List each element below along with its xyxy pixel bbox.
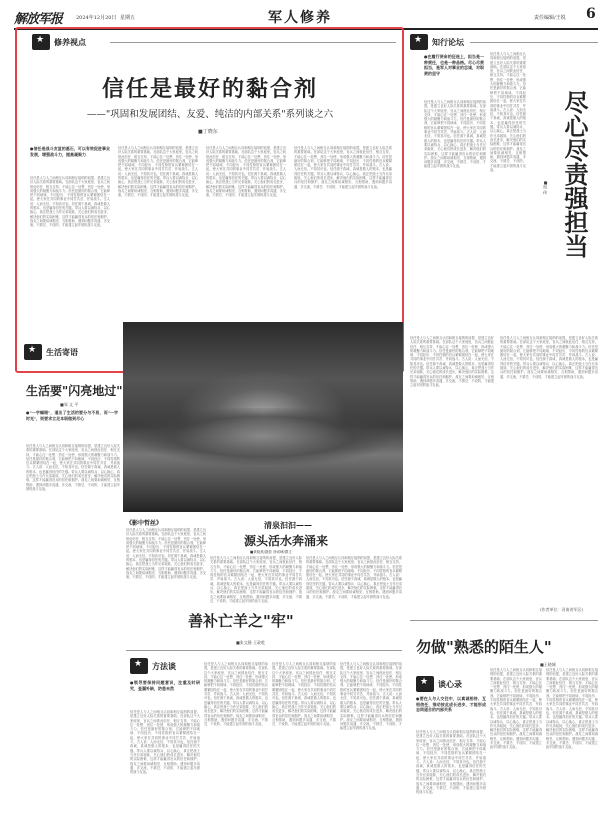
method-rule [126, 650, 402, 651]
photo-subheadline: 清泉汩汩—— [264, 520, 312, 530]
feature-tag-rule [110, 42, 396, 43]
method-col-3: 信任是人与人之间相互认同和相互接纳的前提，是建立良好人际关系的重要基础。在部队这个大家庭里，官兵之间彼此信任、相互支持，才能心往一处想、劲往一处使，形成强大的凝聚力和战斗力。信任是最好的黏合剂，它能够把不同地域、不同经历、不同性格的官兵紧紧团结在一起，使大家在共同的事业中同甘共苦、并肩战斗。古人说：人而无信，不知其可也。信任源于真诚，真诚是做人的根本，也是赢得信任的关键。带兵人要以诚待兵、以心换心，真正把战士当作兄弟姐妹，关心他们的成长进步，解决他们的实际困难，这样才能赢得官兵的信任和拥护。战友之间要坦诚相见、互相帮助，遇到问题多沟通、多交流，不猜忌、不设防，才能建立起牢固的战斗友谊。 [272, 662, 336, 727]
feature-lead: ●信任是战斗友谊的基石，可以有效促进事业发展，增强战斗力，提高凝聚力 [30, 146, 110, 157]
photo-tag: 《影中哲丝》 [126, 520, 163, 527]
feature-col-3: 信任是人与人之间相互认同和相互接纳的前提，是建立良好人际关系的重要基础。在部队这个大家庭里，官兵之间彼此信任、相互支持，才能心往一处想、劲往一处使，形成强大的凝聚力和战斗力。信任是最好的黏合剂，它能够把不同地域、不同经历、不同性格的官兵紧紧团结在一起，使大家在共同的事业中同甘共苦、并肩战斗。古人说：人而无信，不知其可也。信任源于真诚，真诚是做人的根本，也是赢得信任的关键。带兵人要以诚待兵、以心换心，真正把战士当作兄弟姐妹，关心他们的成长进步，解决他们的实际困难，这样才能赢得官兵的信任和拥护。战友之间要坦诚相见、互相帮助，遇到问题多沟通、多交流，不猜忌、不设防，才能建立起牢固的战斗友谊。 [206, 146, 286, 198]
page-number: 6 [586, 6, 596, 22]
method-tag: ★ 方法谈 [130, 658, 176, 674]
feature-col-1: 信任是人与人之间相互认同和相互接纳的前提，是建立良好人际关系的重要基础。在部队这个大家庭里，官兵之间彼此信任、相互支持，才能心往一处想、劲往一处使，形成强大的凝聚力和战斗力。信任是最好的黏合剂，它能够把不同地域、不同经历、不同性格的官兵紧紧团结在一起，使大家在共同的事业中同甘共苦、并肩战斗。古人说：人而无信，不知其可也。信任源于真诚，真诚是做人的根本，也是赢得信任的关键。带兵人要以诚待兵、以心换心，真正把战士当作兄弟姐妹，关心他们的成长进步，解决他们的实际困难，这样才能赢得官兵的信任和拥护。战友之间要坦诚相见、互相帮助，遇到问题多沟通、多交流，不猜忌、不设防，才能建立起牢固的战斗友谊。 [30, 176, 110, 228]
feature-headline: 信任是最好的黏合剂 [101, 76, 318, 102]
photo-caption-1: 信任是人与人之间相互认同和相互接纳的前提，是建立良好人际关系的重要基础。在部队这个大家庭里，官兵之间彼此信任、相互支持，才能心往一处想、劲往一处使，形成强大的凝聚力和战斗力。信任是最好的黏合剂，它能够把不同地域、不同经历、不同性格的官兵紧紧团结在一起，使大家在共同的事业中同甘共苦、并肩战斗。古人说：人而无信，不知其可也。信任源于真诚，真诚是做人的根本，也是赢得信任的关键。带兵人要以诚待兵、以心换心，真正把战士当作兄弟姐妹，关心他们的成长进步，解决他们的实际困难，这样才能赢得官兵的信任和拥护。战友之间要坦诚相见、互相帮助，遇到问题多沟通、多交流，不猜忌、不设防，才能建立起牢固的战斗友谊。 [126, 528, 206, 580]
star-icon [410, 34, 428, 50]
issue-weekday: 星期五 [120, 15, 136, 21]
sidebar-byline: ■周 伟 [543, 180, 548, 195]
life-lead: ●"一字幅眼"，道出了生活的要分与不易，而"一字时光"，则要求立足本职做到尽心 [26, 410, 118, 421]
method-headline: 善补亡羊之"牢" [188, 612, 294, 630]
feature-col-4: 信任是人与人之间相互认同和相互接纳的前提，是建立良好人际关系的重要基础。在部队这个大家庭里，官兵之间彼此信任、相互支持，才能心往一处想、劲往一处使，形成强大的凝聚力和战斗力。信任是最好的黏合剂，它能够把不同地域、不同经历、不同性格的官兵紧紧团结在一起，使大家在共同的事业中同甘共苦、并肩战斗。古人说：人而无信，不知其可也。信任源于真诚，真诚是做人的根本，也是赢得信任的关键。带兵人要以诚待兵、以心换心，真正把战士当作兄弟姐妹，关心他们的成长进步，解决他们的实际困难，这样才能赢得官兵的信任和拥护。战友之间要坦诚相见、互相帮助，遇到问题多沟通、多交流，不猜忌、不设防，才能建立起牢固的战斗友谊。 [294, 146, 392, 189]
life-byline: ■邹 文 平 [60, 402, 79, 407]
sidebar-col-a1: 信任是人与人之间相互认同和相互接纳的前提，是建立良好人际关系的重要基础。在部队这个大家庭里，官兵之间彼此信任、相互支持，才能心往一处想、劲往一处使，形成强大的凝聚力和战斗力。信任是最好的黏合剂，它能够把不同地域、不同经历、不同性格的官兵紧紧团结在一起，使大家在共同的事业中同甘共苦、并肩战斗。古人说：人而无信，不知其可也。信任源于真诚，真诚是做人的根本，也是赢得信任的关键。带兵人要以诚待兵、以心换心，真正把战士当作兄弟姐妹，关心他们的成长进步，解决他们的实际困难，这样才能赢得官兵的信任和拥护。战友之间要坦诚相见、互相帮助，遇到问题多沟通、多交流，不猜忌、不设防，才能建立起牢固的战斗友谊。 [424, 100, 486, 169]
column-lead: ●要在人与人交往中，以真诚相待、互相信任，推动彼此成长进步，才能形成志同道合的内部关系 [416, 696, 486, 712]
life-tag: ★ 生活寄语 [24, 344, 78, 360]
column-col-3: 信任是人与人之间相互认同和相互接纳的前提，是建立良好人际关系的重要基础。在部队这个大家庭里，官兵之间彼此信任、相互支持，才能心往一处想、劲往一处使，形成强大的凝聚力和战斗力。信任是最好的黏合剂，它能够把不同地域、不同经历、不同性格的官兵紧紧团结在一起，使大家在共同的事业中同甘共苦、并肩战斗。古人说：人而无信，不知其可也。信任源于真诚，真诚是做人的根本，也是赢得信任的关键。带兵人要以诚待兵、以心换心，真正把战士当作兄弟姐妹，关心他们的成长进步，解决他们的实际困难，这样才能赢得官兵的信任和拥护。战友之间要坦诚相见、互相帮助，遇到问题多沟通、多交流，不猜忌、不设防，才能建立起牢固的战斗友谊。 [546, 668, 598, 750]
column-top-rule [410, 620, 598, 621]
column-col-2: 信任是人与人之间相互认同和相互接纳的前提，是建立良好人际关系的重要基础。在部队这个大家庭里，官兵之间彼此信任、相互支持，才能心往一处想、劲往一处使，形成强大的凝聚力和战斗力。信任是最好的黏合剂，它能够把不同地域、不同经历、不同性格的官兵紧紧团结在一起，使大家在共同的事业中同甘共苦、并肩战斗。古人说：人而无信，不知其可也。信任源于真诚，真诚是做人的根本，也是赢得信任的关键。带兵人要以诚待兵、以心换心，真正把战士当作兄弟姐妹，关心他们的成长进步，解决他们的实际困难，这样才能赢得官兵的信任和拥护。战友之间要坦诚相见、互相帮助，遇到问题多沟通、多交流，不猜忌、不设防，才能建立起牢固的战斗友谊。 [490, 668, 542, 750]
sidebar-headline: 尽心尽责强担当 [560, 90, 589, 258]
feature-byline: ■丁晓东 [198, 129, 218, 135]
photo-headline: 源头活水奔涌来 [244, 534, 329, 548]
sidebar-col-3: 信任是人与人之间相互认同和相互接纳的前提，是建立良好人际关系的重要基础。在部队这个大家庭里，官兵之间彼此信任、相互支持，才能心往一处想、劲往一处使，形成强大的凝聚力和战斗力。信任是最好的黏合剂，它能够把不同地域、不同经历、不同性格的官兵紧紧团结在一起，使大家在共同的事业中同甘共苦、并肩战斗。古人说：人而无信，不知其可也。信任源于真诚，真诚是做人的根本，也是赢得信任的关键。带兵人要以诚待兵、以心换心，真正把战士当作兄弟姐妹，关心他们的成长进步，解决他们的实际困难，这样才能赢得官兵的信任和拥护。战友之间要坦诚相见、互相帮助，遇到问题多沟通、多交流，不猜忌、不设防，才能建立起牢固的战斗友谊。 [500, 336, 598, 379]
issue-date: 2024年12月20日 [76, 15, 117, 21]
sidebar-col-b1: 信任是人与人之间相互认同和相互接纳的前提，是建立良好人际关系的重要基础。在部队这个大家庭里，官兵之间彼此信任、相互支持，才能心往一处想、劲往一处使，形成强大的凝聚力和战斗力。信任是最好的黏合剂，它能够把不同地域、不同经历、不同性格的官兵紧紧团结在一起，使大家在共同的事业中同甘共苦、并肩战斗。古人说：人而无信，不知其可也。信任源于真诚，真诚是做人的根本，也是赢得信任的关键。带兵人要以诚待兵、以心换心，真正把战士当作兄弟姐妹，关心他们的成长进步，解决他们的实际困难，这样才能赢得官兵的信任和拥护。战友之间要坦诚相见、互相帮助，遇到问题多沟通、多交流，不猜忌、不设防，才能建立起牢固的战斗友谊。 [490, 52, 526, 173]
star-icon [416, 676, 434, 692]
feature-col-2: 信任是人与人之间相互认同和相互接纳的前提，是建立良好人际关系的重要基础。在部队这个大家庭里，官兵之间彼此信任、相互支持，才能心往一处想、劲往一处使，形成强大的凝聚力和战斗力。信任是最好的黏合剂，它能够把不同地域、不同经历、不同性格的官兵紧紧团结在一起，使大家在共同的事业中同甘共苦、并肩战斗。古人说：人而无信，不知其可也。信任源于真诚，真诚是做人的根本，也是赢得信任的关键。带兵人要以诚待兵、以心换心，真正把战士当作兄弟姐妹，关心他们的成长进步，解决他们的实际困难，这样才能赢得官兵的信任和拥护。战友之间要坦诚相见、互相帮助，遇到问题多沟通、多交流，不猜忌、不设防，才能建立起牢固的战斗友谊。 [118, 146, 198, 198]
photo-caption-2: 信任是人与人之间相互认同和相互接纳的前提，是建立良好人际关系的重要基础。在部队这个大家庭里，官兵之间彼此信任、相互支持，才能心往一处想、劲往一处使，形成强大的凝聚力和战斗力。信任是最好的黏合剂，它能够把不同地域、不同经历、不同性格的官兵紧紧团结在一起，使大家在共同的事业中同甘共苦、并肩战斗。古人说：人而无信，不知其可也。信任源于真诚，真诚是做人的根本，也是赢得信任的关键。带兵人要以诚待兵、以心换心，真正把战士当作兄弟姐妹，关心他们的成长进步，解决他们的实际困难，这样才能赢得官兵的信任和拥护。战友之间要坦诚相见、互相帮助，遇到问题多沟通、多交流，不猜忌、不设防，才能建立起牢固的战斗友谊。 [210, 556, 302, 603]
method-lead: ●领导要保持问题意识，注重及时研究，查漏补缺，防患未然 [130, 680, 200, 691]
sidebar-signature: (作者单位：河南省军区) [540, 607, 584, 612]
life-body: 信任是人与人之间相互认同和相互接纳的前提，是建立良好人际关系的重要基础。在部队这个大家庭里，官兵之间彼此信任、相互支持，才能心往一处想、劲往一处使，形成强大的凝聚力和战斗力。信任是最好的黏合剂，它能够把不同地域、不同经历、不同性格的官兵紧紧团结在一起，使大家在共同的事业中同甘共苦、并肩战斗。古人说：人而无信，不知其可也。信任源于真诚，真诚是做人的根本，也是赢得信任的关键。带兵人要以诚待兵、以心换心，真正把战士当作兄弟姐妹，关心他们的成长进步，解决他们的实际困难，这样才能赢得官兵的信任和拥护。战友之间要坦诚相见、互相帮助，遇到问题多沟通、多交流，不猜忌、不设防，才能建立起牢固的战斗友谊。 [26, 444, 120, 491]
column-tag: ★ 谈心录 [416, 676, 462, 692]
star-icon [24, 344, 42, 360]
method-col-4: 信任是人与人之间相互认同和相互接纳的前提，是建立良好人际关系的重要基础。在部队这个大家庭里，官兵之间彼此信任、相互支持，才能心往一处想、劲往一处使，形成强大的凝聚力和战斗力。信任是最好的黏合剂，它能够把不同地域、不同经历、不同性格的官兵紧紧团结在一起，使大家在共同的事业中同甘共苦、并肩战斗。古人说：人而无信，不知其可也。信任源于真诚，真诚是做人的根本，也是赢得信任的关键。带兵人要以诚待兵、以心换心，真正把战士当作兄弟姐妹，关心他们的成长进步，解决他们的实际困难，这样才能赢得官兵的信任和拥护。战友之间要坦诚相见、互相帮助，遇到问题多沟通、多交流，不猜忌、不设防，才能建立起牢固的战斗友谊。 [340, 662, 402, 731]
column-col-1: 信任是人与人之间相互认同和相互接纳的前提，是建立良好人际关系的重要基础。在部队这个大家庭里，官兵之间彼此信任、相互支持，才能心往一处想、劲往一处使，形成强大的凝聚力和战斗力。信任是最好的黏合剂，它能够把不同地域、不同经历、不同性格的官兵紧紧团结在一起，使大家在共同的事业中同甘共苦、并肩战斗。古人说：人而无信，不知其可也。信任源于真诚，真诚是做人的根本，也是赢得信任的关键。带兵人要以诚待兵、以心换心，真正把战士当作兄弟姐妹，关心他们的成长进步，解决他们的实际困难，这样才能赢得官兵的信任和拥护。战友之间要坦诚相见、互相帮助，遇到问题多沟通、多交流，不猜忌、不设防，才能建立起牢固的战斗友谊。 [416, 730, 486, 795]
sidebar-lead: ●在履行使命的征途上，担当是一种责任，也是一种品格。尽心尽责担当，是军人对事业的忠诚，对职责的坚守 [424, 54, 484, 76]
sidebar-col-2: 信任是人与人之间相互认同和相互接纳的前提，是建立良好人际关系的重要基础。在部队这个大家庭里，官兵之间彼此信任、相互支持，才能心往一处想、劲往一处使，形成强大的凝聚力和战斗力。信任是最好的黏合剂，它能够把不同地域、不同经历、不同性格的官兵紧紧团结在一起，使大家在共同的事业中同甘共苦、并肩战斗。古人说：人而无信，不知其可也。信任源于真诚，真诚是做人的根本，也是赢得信任的关键。带兵人要以诚待兵、以心换心，真正把战士当作兄弟姐妹，关心他们的成长进步，解决他们的实际困难，这样才能赢得官兵的信任和拥护。战友之间要坦诚相见、互相帮助，遇到问题多沟通、多交流，不猜忌、不设防，才能建立起牢固的战斗友谊。 [410, 336, 494, 388]
editor-credit: 责任编辑/王锐 [534, 15, 566, 21]
feature-subtitle: ——"巩固和发展团结、友爱、纯洁的内部关系"系列谈之六 [86, 109, 334, 120]
column-headline: 勿做"熟悉的陌生人" [416, 638, 552, 656]
photo-byline: ■黄晓燕/摄影 徐寅峰/撰文 [250, 550, 292, 554]
star-icon [130, 658, 148, 674]
masthead [14, 6, 598, 28]
photo-waterfall [123, 322, 403, 512]
sidebar-tag-rule [470, 42, 598, 43]
method-col-2: 信任是人与人之间相互认同和相互接纳的前提，是建立良好人际关系的重要基础。在部队这个大家庭里，官兵之间彼此信任、相互支持，才能心往一处想、劲往一处使，形成强大的凝聚力和战斗力。信任是最好的黏合剂，它能够把不同地域、不同经历、不同性格的官兵紧紧团结在一起，使大家在共同的事业中同甘共苦、并肩战斗。古人说：人而无信，不知其可也。信任源于真诚，真诚是做人的根本，也是赢得信任的关键。带兵人要以诚待兵、以心换心，真正把战士当作兄弟姐妹，关心他们的成长进步，解决他们的实际困难，这样才能赢得官兵的信任和拥护。战友之间要坦诚相见、互相帮助，遇到问题多沟通、多交流，不猜忌、不设防，才能建立起牢固的战斗友谊。 [204, 662, 268, 727]
feature-tag: ★ 修养视点 [32, 34, 86, 50]
section-title: 军人修养 [268, 10, 332, 26]
star-icon [32, 34, 50, 50]
method-byline: ■张文静 王政乾 [236, 640, 266, 645]
newspaper-logo: 解放军报 [14, 12, 63, 27]
sidebar-tag: ★ 知行论坛 [410, 34, 464, 50]
life-headline: 生活要"闪亮地过" [26, 384, 123, 398]
method-col-1: 信任是人与人之间相互认同和相互接纳的前提，是建立良好人际关系的重要基础。在部队这个大家庭里，官兵之间彼此信任、相互支持，才能心往一处想、劲往一处使，形成强大的凝聚力和战斗力。信任是最好的黏合剂，它能够把不同地域、不同经历、不同性格的官兵紧紧团结在一起，使大家在共同的事业中同甘共苦、并肩战斗。古人说：人而无信，不知其可也。信任源于真诚，真诚是做人的根本，也是赢得信任的关键。带兵人要以诚待兵、以心换心，真正把战士当作兄弟姐妹，关心他们的成长进步，解决他们的实际困难，这样才能赢得官兵的信任和拥护。战友之间要坦诚相见、互相帮助，遇到问题多沟通、多交流，不猜忌、不设防，才能建立起牢固的战斗友谊。 [130, 710, 200, 775]
column-byline: ■王晓城 [540, 662, 556, 667]
photo-caption-3: 信任是人与人之间相互认同和相互接纳的前提，是建立良好人际关系的重要基础。在部队这个大家庭里，官兵之间彼此信任、相互支持，才能心往一处想、劲往一处使，形成强大的凝聚力和战斗力。信任是最好的黏合剂，它能够把不同地域、不同经历、不同性格的官兵紧紧团结在一起，使大家在共同的事业中同甘共苦、并肩战斗。古人说：人而无信，不知其可也。信任源于真诚，真诚是做人的根本，也是赢得信任的关键。带兵人要以诚待兵、以心换心，真正把战士当作兄弟姐妹，关心他们的成长进步，解决他们的实际困难，这样才能赢得官兵的信任和拥护。战友之间要坦诚相见、互相帮助，遇到问题多沟通、多交流，不猜忌、不设防，才能建立起牢固的战斗友谊。 [306, 556, 402, 599]
